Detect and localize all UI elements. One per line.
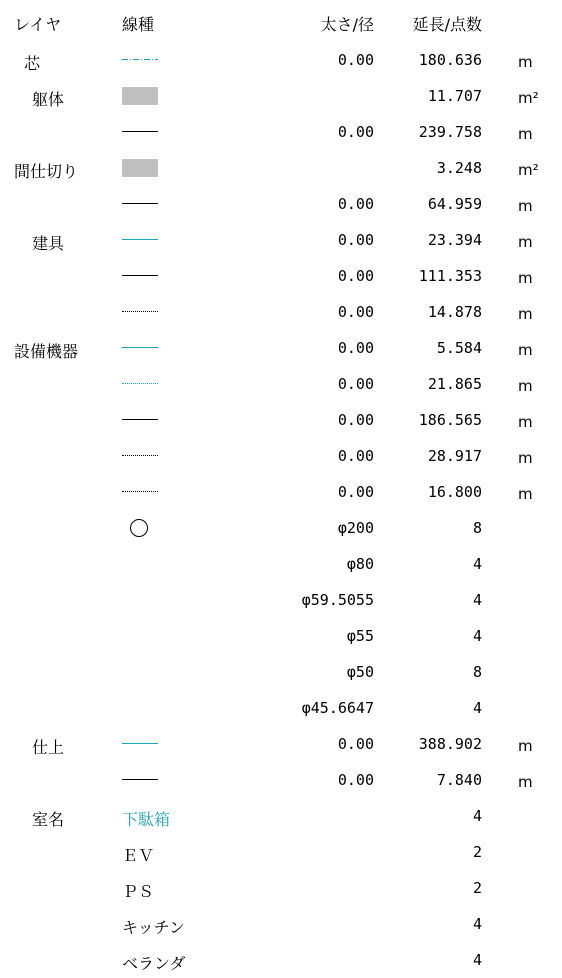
unit-label: m	[518, 413, 533, 431]
table-row	[0, 726, 562, 762]
linetype-swatch	[122, 311, 158, 312]
unit-label: m	[518, 737, 533, 755]
layer-name: 設備機器	[14, 342, 79, 361]
table-row	[0, 618, 562, 654]
unit-label: m	[518, 449, 533, 467]
unit-label: m	[518, 377, 533, 395]
size-value: 0.00	[337, 771, 374, 789]
table-row	[0, 222, 562, 258]
size-value: φ45.6647	[301, 699, 374, 717]
table-row	[0, 78, 562, 114]
size-value: φ50	[346, 663, 374, 681]
table-row	[0, 258, 562, 294]
linetype-swatch	[122, 743, 158, 744]
linetype-swatch	[122, 239, 158, 240]
table-header	[0, 0, 562, 44]
length-value: 8	[472, 663, 482, 681]
length-value: 7.840	[436, 771, 482, 789]
layer-name: 間仕切り	[14, 162, 79, 181]
table-row	[0, 798, 562, 834]
table-row	[0, 330, 562, 366]
length-value: 64.959	[427, 195, 482, 213]
table-row	[0, 402, 562, 438]
length-value: 111.353	[418, 267, 482, 285]
header-length: 延長/点数	[412, 15, 482, 34]
fill-swatch	[122, 87, 158, 105]
table-row	[0, 834, 562, 870]
length-value: 11.707	[427, 87, 482, 105]
table-row	[0, 654, 562, 690]
unit-label: m	[518, 125, 533, 143]
layer-name: 建具	[32, 234, 65, 253]
table-row	[0, 870, 562, 906]
room-name: キッチン	[122, 918, 185, 937]
table-row	[0, 438, 562, 474]
table-row	[0, 186, 562, 222]
linetype-swatch	[122, 455, 158, 456]
table-row	[0, 510, 562, 546]
table-row	[0, 942, 562, 978]
length-value: 180.636	[418, 51, 482, 69]
length-value: 28.917	[427, 447, 482, 465]
length-value: 14.878	[427, 303, 482, 321]
table-row	[0, 150, 562, 186]
length-value: 21.865	[427, 375, 482, 393]
length-value: 239.758	[418, 123, 482, 141]
length-value: 388.902	[418, 735, 482, 753]
size-value: 0.00	[337, 195, 374, 213]
room-name: 下駄箱	[122, 810, 171, 829]
length-value: 4	[472, 555, 482, 573]
size-value: 0.00	[337, 231, 374, 249]
header-layer: レイヤ	[14, 15, 62, 34]
length-value: 4	[472, 915, 482, 933]
header-size: 太さ/径	[320, 15, 374, 34]
layer-table	[0, 42, 562, 978]
size-value: 0.00	[337, 339, 374, 357]
size-value: 0.00	[337, 411, 374, 429]
size-value: φ200	[337, 519, 374, 537]
linetype-swatch	[122, 491, 158, 492]
room-name: ＥＶ	[122, 846, 155, 865]
linetype-swatch	[122, 203, 158, 204]
table-row	[0, 690, 562, 726]
length-value: 3.248	[436, 159, 482, 177]
size-value: 0.00	[337, 303, 374, 321]
linetype-swatch	[122, 383, 158, 384]
length-value: 5.584	[436, 339, 482, 357]
linetype-swatch	[122, 419, 158, 420]
linetype-swatch	[122, 347, 158, 348]
size-value: φ80	[346, 555, 374, 573]
length-value: 23.394	[427, 231, 482, 249]
length-value: 4	[472, 807, 482, 825]
layer-name: 芯	[24, 54, 41, 73]
size-value: φ55	[346, 627, 374, 645]
unit-label: m	[518, 485, 533, 503]
layer-name: 室名	[32, 810, 65, 829]
linetype-swatch	[122, 779, 158, 780]
size-value: 0.00	[337, 123, 374, 141]
length-value: 2	[472, 843, 482, 861]
size-value: 0.00	[337, 375, 374, 393]
unit-label: m²	[518, 89, 539, 107]
table-row	[0, 366, 562, 402]
unit-label: m	[518, 341, 533, 359]
table-row	[0, 114, 562, 150]
room-name: ＰＳ	[122, 882, 155, 901]
layer-name: 仕上	[32, 738, 65, 757]
header-linetype: 線種	[122, 15, 155, 34]
length-value: 4	[472, 627, 482, 645]
size-value: 0.00	[337, 447, 374, 465]
table-row	[0, 546, 562, 582]
unit-label: m	[518, 53, 533, 71]
size-value: φ59.5055	[301, 591, 374, 609]
linetype-swatch	[122, 59, 158, 60]
size-value: 0.00	[337, 51, 374, 69]
length-value: 4	[472, 591, 482, 609]
size-value: 0.00	[337, 735, 374, 753]
unit-label: m	[518, 197, 533, 215]
circle-icon	[130, 519, 148, 537]
unit-label: m	[518, 305, 533, 323]
unit-label: m	[518, 269, 533, 287]
table-row	[0, 42, 562, 78]
length-value: 186.565	[418, 411, 482, 429]
unit-label: m	[518, 773, 533, 791]
table-row	[0, 582, 562, 618]
table-row	[0, 762, 562, 798]
length-value: 8	[472, 519, 482, 537]
linetype-swatch	[122, 275, 158, 276]
length-value: 16.800	[427, 483, 482, 501]
room-name: ベランダ	[122, 954, 186, 973]
layer-name: 躯体	[32, 90, 65, 109]
table-row	[0, 474, 562, 510]
size-value: 0.00	[337, 267, 374, 285]
table-row	[0, 294, 562, 330]
linetype-swatch	[122, 131, 158, 132]
length-value: 2	[472, 879, 482, 897]
fill-swatch	[122, 159, 158, 177]
table-row	[0, 906, 562, 942]
size-value: 0.00	[337, 483, 374, 501]
unit-label: m	[518, 233, 533, 251]
length-value: 4	[472, 699, 482, 717]
length-value: 4	[472, 951, 482, 969]
unit-label: m²	[518, 161, 539, 179]
